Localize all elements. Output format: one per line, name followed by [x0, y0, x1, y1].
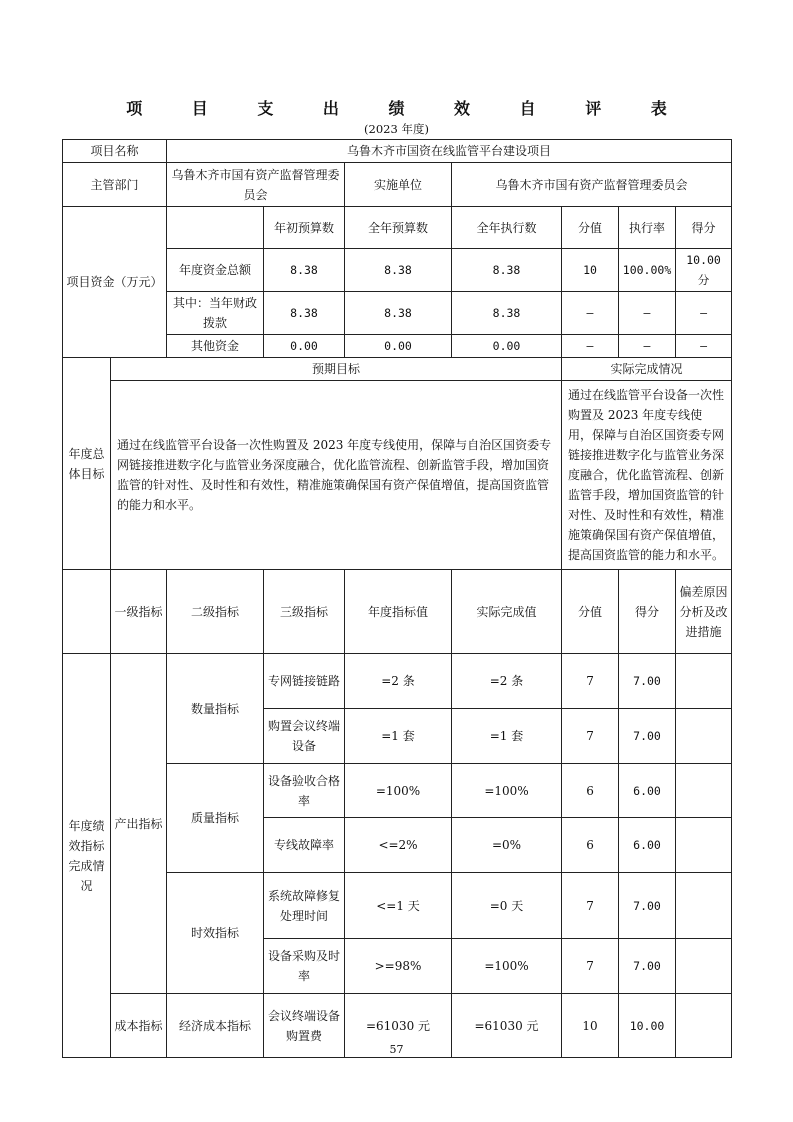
level2-name: 质量指标 — [167, 764, 264, 873]
funds-cell: 0.00 — [345, 335, 452, 358]
indicator-header: 三级指标 — [264, 570, 345, 654]
target-value: <=1 天 — [345, 873, 452, 939]
actual-completion-label: 实际完成情况 — [562, 358, 732, 381]
level3-name: 系统故障修复处理时间 — [264, 873, 345, 939]
deviation-note — [676, 873, 732, 939]
score-value: 7 — [562, 873, 619, 939]
target-value: =100% — [345, 764, 452, 818]
indicator-header: 年度指标值 — [345, 570, 452, 654]
level2-name: 经济成本指标 — [167, 994, 264, 1058]
indicator-header-blank — [63, 570, 111, 654]
deviation-note — [676, 939, 732, 994]
obtained-score: 6.00 — [619, 818, 676, 873]
funds-header: 得分 — [676, 207, 732, 249]
funds-cell: — — [562, 335, 619, 358]
level3-name: 设备验收合格率 — [264, 764, 345, 818]
department-row — [63, 163, 732, 207]
funds-cell: 100.00% — [619, 249, 676, 292]
expected-goal-text: 通过在线监管平台设备一次性购置及 2023 年度专线使用，保障与自治区国资委专网链接推进数字化与监管业务深度融合，优化监管流程、创新监管手段，增加国资监管的针对性、及时性和有效性，精准施策确保国有资产保值增值，提高国资监管的能力和水平。 — [111, 381, 562, 570]
funds-cell: — — [676, 292, 732, 335]
dept-value: 乌鲁木齐市国有资产监督管理委员会 — [167, 163, 345, 207]
actual-value: =1 套 — [452, 709, 562, 764]
level3-name: 设备采购及时率 — [264, 939, 345, 994]
indicator-header: 一级指标 — [111, 570, 167, 654]
funds-cell: 8.38 — [452, 249, 562, 292]
actual-value: =2 条 — [452, 654, 562, 709]
score-value: 6 — [562, 764, 619, 818]
target-value: <=2% — [345, 818, 452, 873]
funds-cell: — — [562, 292, 619, 335]
actual-value: =100% — [452, 764, 562, 818]
deviation-note — [676, 764, 732, 818]
score-value: 10 — [562, 994, 619, 1058]
score-value: 7 — [562, 654, 619, 709]
target-value: =61030 元 — [345, 994, 452, 1058]
actual-completion-text: 通过在线监管平台设备一次性购置及 2023 年度专线使用，保障与自治区国资委专网链接推进数字化与监管业务深度融合，优化监管流程、创新监管手段，增加国资监管的针对性、及时性和有效性，精准施策确保国有资产保值增值，提高国资监管的能力和水平。 — [562, 381, 732, 570]
funds-cell: 8.38 — [264, 249, 345, 292]
level3-name: 专网链接链路 — [264, 654, 345, 709]
goal-label: 年度总体目标 — [63, 358, 111, 570]
funds-cell: 0.00 — [452, 335, 562, 358]
project-name-row — [63, 140, 732, 163]
impl-unit-value: 乌鲁木齐市国有资产监督管理委员会 — [452, 163, 732, 207]
deviation-note — [676, 709, 732, 764]
dept-label: 主管部门 — [63, 163, 167, 207]
level2-name: 数量指标 — [167, 654, 264, 764]
funds-row-name: 其中：当年财政拨款 — [167, 292, 264, 335]
obtained-score: 6.00 — [619, 764, 676, 818]
funds-header: 年初预算数 — [264, 207, 345, 249]
level2-name: 时效指标 — [167, 873, 264, 994]
indicator-row — [63, 654, 732, 709]
level3-name: 会议终端设备购置费 — [264, 994, 345, 1058]
funds-row-name: 其他资金 — [167, 335, 264, 358]
expected-goal-label: 预期目标 — [111, 358, 562, 381]
funds-cell: — — [619, 335, 676, 358]
funds-cell: 10 — [562, 249, 619, 292]
funds-header-row — [63, 207, 732, 249]
project-name-label: 项目名称 — [63, 140, 167, 163]
funds-header: 执行率 — [619, 207, 676, 249]
funds-cell: 0.00 — [264, 335, 345, 358]
funds-label: 项目资金（万元） — [63, 207, 167, 358]
funds-cell: 8.38 — [264, 292, 345, 335]
indicator-header: 二级指标 — [167, 570, 264, 654]
page-title: 项 目 支 出 绩 效 自 评 表 — [126, 99, 689, 118]
indicator-header-row — [63, 570, 732, 654]
funds-header: 分值 — [562, 207, 619, 249]
score-value: 6 — [562, 818, 619, 873]
actual-value: =100% — [452, 939, 562, 994]
project-name-value: 乌鲁木齐市国资在线监管平台建设项目 — [167, 140, 732, 163]
funds-cell: 8.38 — [452, 292, 562, 335]
score-value: 7 — [562, 709, 619, 764]
target-value: >=98% — [345, 939, 452, 994]
score-value: 7 — [562, 939, 619, 994]
obtained-score: 7.00 — [619, 873, 676, 939]
funds-cell: 8.38 — [345, 249, 452, 292]
impl-unit-label: 实施单位 — [345, 163, 452, 207]
funds-cell: — — [619, 292, 676, 335]
funds-header: 全年执行数 — [452, 207, 562, 249]
funds-row-name: 年度资金总额 — [167, 249, 264, 292]
page-subtitle: (2023 年度) — [364, 122, 429, 136]
indicator-header: 得分 — [619, 570, 676, 654]
level3-name: 购置会议终端设备 — [264, 709, 345, 764]
target-value: =2 条 — [345, 654, 452, 709]
level1-name: 产出指标 — [111, 654, 167, 994]
funds-header: 全年预算数 — [345, 207, 452, 249]
target-value: =1 套 — [345, 709, 452, 764]
indicator-section-label: 年度绩效指标完成情况 — [63, 654, 111, 1058]
deviation-note — [676, 654, 732, 709]
indicator-header: 实际完成值 — [452, 570, 562, 654]
funds-cell: — — [676, 335, 732, 358]
funds-header-blank — [167, 207, 264, 249]
goal-text-row — [63, 381, 732, 570]
obtained-score: 7.00 — [619, 709, 676, 764]
indicator-header: 分值 — [562, 570, 619, 654]
obtained-score: 7.00 — [619, 939, 676, 994]
deviation-note — [676, 818, 732, 873]
level1-name: 成本指标 — [111, 994, 167, 1058]
self-evaluation-table — [62, 139, 732, 1058]
actual-value: =0% — [452, 818, 562, 873]
goal-header-row — [63, 358, 732, 381]
actual-value: =61030 元 — [452, 994, 562, 1058]
funds-cell: 10.00 分 — [676, 249, 732, 292]
obtained-score: 10.00 — [619, 994, 676, 1058]
page-number: 57 — [389, 1043, 404, 1056]
level3-name: 专线故障率 — [264, 818, 345, 873]
indicator-header: 偏差原因分析及改进措施 — [676, 570, 732, 654]
funds-cell: 8.38 — [345, 292, 452, 335]
actual-value: =0 天 — [452, 873, 562, 939]
obtained-score: 7.00 — [619, 654, 676, 709]
